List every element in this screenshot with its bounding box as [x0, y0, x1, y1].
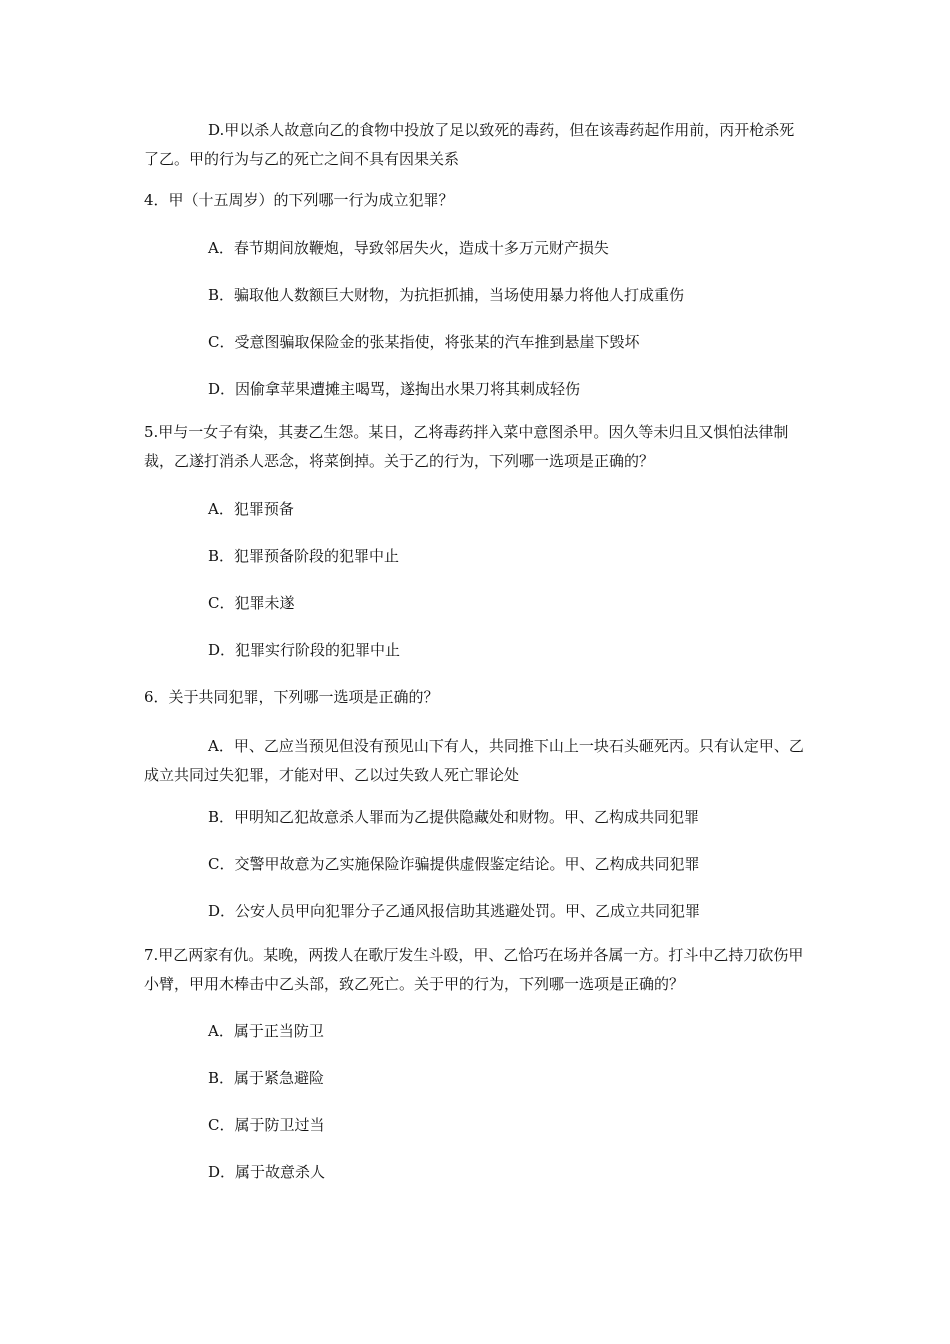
q6-option-a: A．甲、乙应当预见但没有预见山下有人，共同推下山上一块石头砸死丙。只有认定甲、乙成立共同过失犯罪，才能对甲、乙以过失致人死亡罪论处	[144, 737, 804, 784]
q5-stem: 5.甲与一女子有染，其妻乙生怨。某日，乙将毒药拌入菜中意图杀甲。因久等未归且又惧怕法律制裁，乙遂打消杀人恶念，将菜倒掉。关于乙的行为，下列哪一选项是正确的？	[144, 423, 789, 470]
q6-option-d: D．公安人员甲向犯罪分子乙通风报信助其逃避处罚。甲、乙成立共同犯罪	[208, 902, 701, 920]
q6-option-b: B．甲明知乙犯故意杀人罪而为乙提供隐藏处和财物。甲、乙构成共同犯罪	[208, 808, 700, 826]
q5-option-a: A．犯罪预备	[208, 500, 294, 518]
q4-stem: 4．甲（十五周岁）的下列哪一行为成立犯罪？	[144, 191, 454, 209]
q7-option-b: B．属于紧急避险	[208, 1069, 325, 1087]
q3-option-d: D.甲以杀人故意向乙的食物中投放了足以致死的毒药，但在该毒药起作用前，丙开枪杀死了乙。甲的行为与乙的死亡之间不具有因果关系	[144, 121, 795, 168]
q6-option-c: C．交警甲故意为乙实施保险诈骗提供虚假鉴定结论。甲、乙构成共同犯罪	[208, 855, 700, 873]
q7-stem: 7.甲乙两家有仇。某晚，两拨人在歌厅发生斗殴，甲、乙恰巧在场并各属一方。打斗中乙持刀砍伤甲小臂，甲用木棒击中乙头部，致乙死亡。关于甲的行为，下列哪一选项是正确的？	[144, 946, 804, 993]
q4-option-b: B．骗取他人数额巨大财物，为抗拒抓捕，当场使用暴力将他人打成重伤	[208, 286, 685, 304]
q4-option-c: C．受意图骗取保险金的张某指使，将张某的汽车推到悬崖下毁坏	[208, 333, 640, 351]
q7-option-d: D．属于故意杀人	[208, 1163, 326, 1181]
q7-option-a: A．属于正当防卫	[208, 1022, 324, 1040]
q6-stem: 6．关于共同犯罪，下列哪一选项是正确的？	[144, 688, 439, 706]
q4-option-d: D．因偷拿苹果遭摊主喝骂，遂掏出水果刀将其刺成轻伤	[208, 380, 581, 398]
q4-option-a: A．春节期间放鞭炮，导致邻居失火，造成十多万元财产损失	[208, 239, 609, 257]
q5-option-d: D．犯罪实行阶段的犯罪中止	[208, 641, 401, 659]
q5-option-b: B．犯罪预备阶段的犯罪中止	[208, 547, 400, 565]
q7-option-c: C．属于防卫过当	[208, 1116, 325, 1134]
q5-option-c: C．犯罪未遂	[208, 594, 295, 612]
